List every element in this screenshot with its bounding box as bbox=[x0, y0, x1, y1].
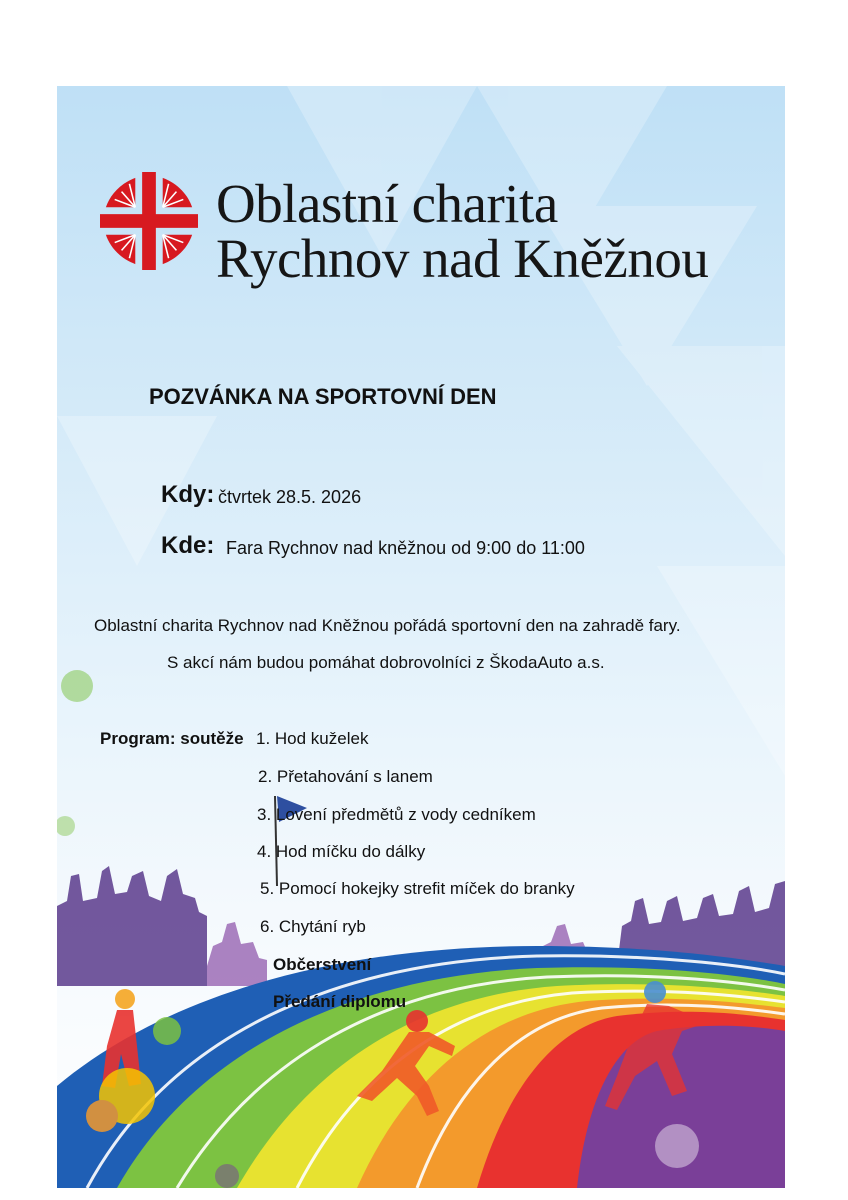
program-item: 6. Chytání ryb bbox=[260, 917, 366, 936]
caritas-cross-icon bbox=[100, 172, 198, 270]
program-item: 4. Hod míčku do dálky bbox=[257, 842, 426, 861]
description-line1: Oblastní charita Rychnov nad Kněžnou pořádá sportovní den na zahradě fary. bbox=[94, 616, 681, 635]
where-label: Kde: bbox=[161, 532, 215, 559]
invitation-title: POZVÁNKA NA SPORTOVNÍ DEN bbox=[149, 384, 497, 409]
organization-name-line1: Oblastní charita bbox=[216, 173, 558, 234]
program-item: 2. Přetahování s lanem bbox=[258, 767, 433, 786]
program-item: 1. Hod kuželek bbox=[256, 729, 369, 748]
program-extra-refreshments: Občerstvení bbox=[273, 955, 372, 974]
program-extra-diplomas: Předání diplomu bbox=[273, 992, 407, 1011]
program-label: Program: soutěže bbox=[100, 729, 244, 748]
program-item: 3. Lovení předmětů z vody cedníkem bbox=[257, 805, 536, 824]
organization-name-line2: Rychnov nad Kněžnou bbox=[216, 228, 709, 289]
poster bbox=[57, 86, 785, 1188]
description-line2: S akcí nám budou pomáhat dobrovolníci z ŠkodaAuto a.s. bbox=[167, 653, 605, 672]
when-value: čtvrtek 28.5. 2026 bbox=[218, 487, 362, 507]
program-item: 5. Pomocí hokejky strefit míček do branky bbox=[260, 879, 575, 898]
where-value: Fara Rychnov nad kněžnou od 9:00 do 11:00 bbox=[226, 538, 585, 558]
when-label: Kdy: bbox=[161, 481, 215, 508]
